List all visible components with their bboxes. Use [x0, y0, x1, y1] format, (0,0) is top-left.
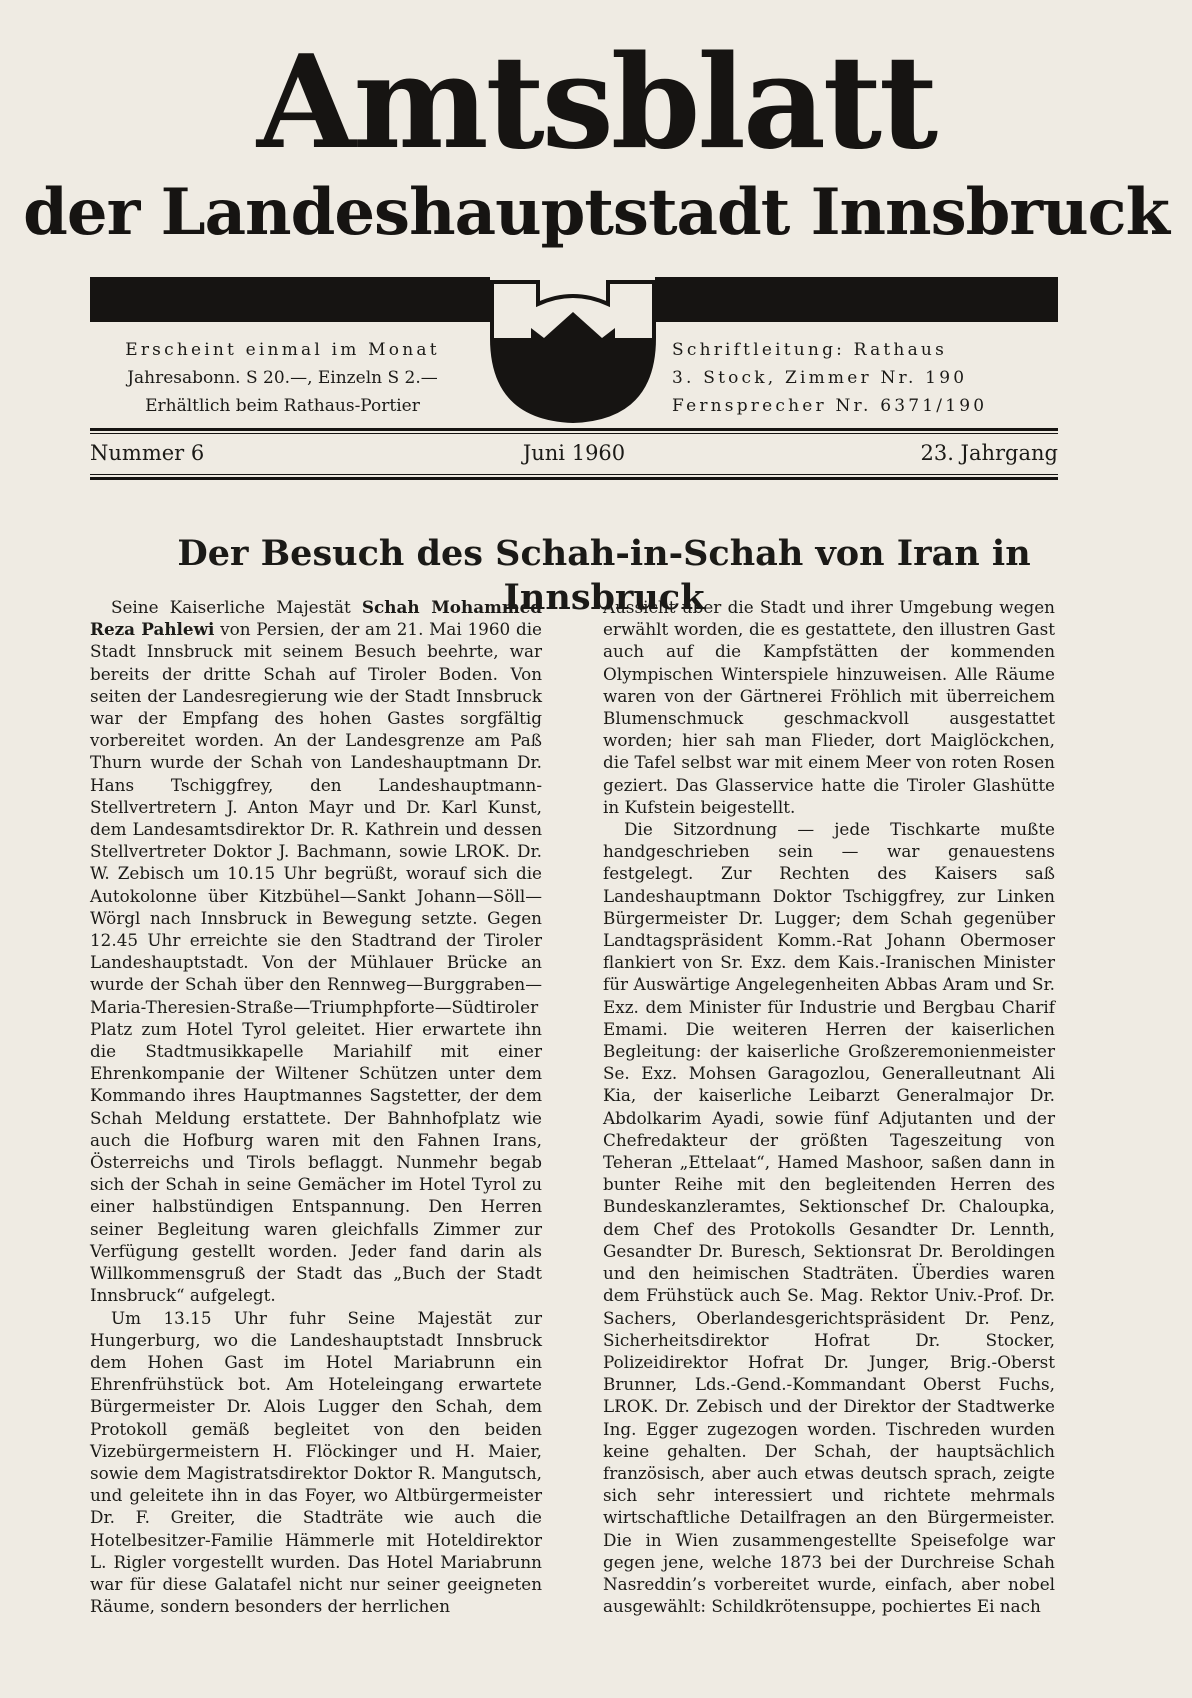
article-column-left	[90, 596, 542, 1617]
divider-bottom-thin	[90, 474, 1058, 475]
publication-frequency: Erscheint einmal im Monat	[125, 340, 440, 360]
paragraph: Aussicht über die Stadt und ihrer Umgebung wegen erwählt worden, die es gestattete, den illustren Gast auch auf die Kampfstätten der kommenden Olympischen Winterspiele hinzuweisen. Alle Räume waren von der Gärtnerei Fröhlich mit überreichem Blumenschmuck geschmackvoll ausgestattet worden; hier sah man Flieder, dort Maiglöckchen, die Tafel selbst war mit einem Meer von roten Rosen geziert. Das Glasservice hatte die Tiroler Glashütte in Kufstein beigestellt.	[603, 597, 1055, 817]
paragraph-body: von Persien, der am 21. Mai 1960 die Stadt Innsbruck mit seinem Besuch beehrte, war bereits der dritte Schah auf Tiroler Boden. Von seiten der Landesregierung wie der Stadt Innsbruck war der Empfang des hohen Gastes sorgfältig vorbereitet worden. An der Landesgrenze am Paß Thurn wurde der Schah von Landeshauptmann Dr. Hans Tschiggfrey, den Landeshauptmann-Stellvertretern J. Anton Mayr und Dr. Karl Kunst, dem Landesamtsdirektor Dr. R. Kathrein und dessen Stellvertreter Doktor J. Bachmann, sowie LROK. Dr. W. Zebisch um 10.15 Uhr begrüßt, worauf sich die Autokolonne über Kitzbühel—Sankt Johann—Söll—Wörgl nach Innsbruck in Bewegung setzte. Gegen 12.45 Uhr erreichte sie den Stadtrand der Tiroler Landeshauptstadt. Von der Mühlauer Brücke an wurde der Schah über den Rennweg—Burggraben—Maria-Theresien-Straße—Triumphpforte—Südtiroler Platz zum Hotel Tyrol geleitet. Hier erwartete ihn die Stadtmusikkapelle Mariahilf mit einer Ehrenkompanie der Wiltener Schützen unter dem Kommando ihres Hauptmannes Sagstetter, der dem Schah Meldung erstattete. Der Bahnhofplatz wie auch die Hofburg waren mit den Fahnen Irans, Österreichs und Tirols beflaggt. Nunmehr begab sich der Schah in seine Gemächer im Hotel Tyrol zu einer halbstündigen Entspannung. Den Herren seiner Begleitung waren gleichfalls Zimmer zur Verfügung gestellt worden. Jeder fand darin als Willkommensgruß der Stadt das „Buch der Stadt Innsbruck“ aufgelegt.	[90, 619, 542, 1306]
divider-top	[90, 428, 1058, 431]
paragraph	[90, 596, 542, 1307]
issue-date: Juni 1960	[522, 441, 626, 465]
article-headline: Der Besuch des Schah-in-Schah von Iran in Innsbruck	[177, 533, 1031, 618]
coat-of-arms-icon	[490, 278, 656, 423]
paragraph: Um 13.15 Uhr fuhr Seine Majestät zur Hungerburg, wo die Landeshauptstadt Innsbruck dem Hohen Gast im Hotel Mariabrunn ein Ehrenfrühstück bot. Am Hoteleingang erwartete Bürgermeister Dr. Alois Lugger den Schah, dem Protokoll gemäß begleitet von den beiden Vizebürgermeistern H. Flöckinger und H. Maier, sowie dem Magistratsdirektor Doktor R. Mangutsch, und geleitete ihn in das Foyer, wo Altbürgermeister Dr. F. Greiter, die Stadträte wie auch die Hotelbesitzer-Familie Hämmerle mit Hoteldirektor L. Rigler vorgestellt wurden. Das Hotel Mariabrunn war für diese Galatafel nicht nur seiner geeigneten Räume, sondern besonders der herrlichen	[90, 1307, 542, 1617]
header-left-block	[90, 336, 475, 420]
masthead-band-right	[655, 277, 1058, 322]
divider-bottom	[90, 477, 1058, 480]
availability-note: Erhältlich beim Rathaus-Portier	[145, 396, 420, 416]
masthead-title: Amtsblatt	[256, 28, 936, 178]
paragraph: Die Sitzordnung — jede Tischkarte mußte handgeschrieben sein — war genauestens festgelegt. Zur Rechten des Kaisers saß Landeshauptmann Doktor Tschiggfrey, zur Linken Bürgermeister Dr. Lugger; dem Schah gegenüber Landtagspräsident Komm.-Rat Johann Obermoser flankiert von Sr. Exz. dem Kais.-Iranischen Minister für Auswärtige Angelegenheiten Abbas Aram und Sr. Exz. dem Minister für Industrie und Bergbau Charif Emami. Die weiteren Herren der kaiserlichen Begleitung: der kaiserliche Großzeremonienmeister Se. Exz. Mohsen Garagozlou, Generalleutnant Ali Kia, der kaiserliche Leibarzt Generalmajor Dr. Abdolkarim Ayadi, sowie fünf Adjutanten und der Chefredakteur der größten Tageszeitung von Teheran „Ettelaat“, Hamed Mashoor, saßen dann in bunter Reihe mit den begleitenden Herren des Bundeskanzleramtes, Sektionschef Dr. Chaloupka, dem Chef des Protokolls Gesandter Dr. Lennth, Gesandter Dr. Buresch, Sektionsrat Dr. Beroldingen und den heimischen Stadträten. Überdies waren dem Frühstück auch Se. Mag. Rektor Univ.-Prof. Dr. Sachers, Oberlandesgerichtspräsident Dr. Penz, Sicherheitsdirektor Hofrat Dr. Stocker, Polizeidirektor Hofrat Dr. Junger, Brig.-Oberst Brunner, Lds.-Gend.-Kommandant Oberst Fuchs, LROK. Dr. Zebisch und der Direktor der Stadtwerke Ing. Egger zugezogen worden. Tischreden wurden keine gehalten. Der Schah, der hauptsächlich französisch, aber auch etwas deutsch sprach, zeigte sich sehr interessiert und richtete mehrmals wirtschaftliche Detailfragen an den Bürgermeister. Die in Wien zusammengestellte Speisefolge war gegen jene, welche 1873 bei der Durchreise Schah Nasreddin’s vorbereitet wurde, einfach, aber nobel ausgewählt: Schildkrötensuppe, pochiertes Ei nach	[603, 819, 1055, 1617]
office-room: 3. Stock, Zimmer Nr. 190	[672, 368, 968, 388]
issue-number: Nummer 6	[90, 441, 205, 465]
issue-volume: 23. Jahrgang	[920, 441, 1058, 465]
masthead-band-left	[90, 277, 490, 322]
telephone-number: Fernsprecher Nr. 6371/190	[672, 396, 988, 416]
header-right-block	[672, 336, 1057, 420]
article-column-right	[603, 596, 1055, 1617]
masthead-subtitle: der Landeshauptstadt Innsbruck	[23, 175, 1169, 250]
shah-name: Schah Mohammed Reza Pahlewi	[90, 597, 542, 640]
divider-top-thin	[90, 433, 1058, 434]
subscription-price: Jahresabonn. S 20.—, Einzeln S 2.—	[127, 368, 438, 388]
editorial-office: Schriftleitung: Rathaus	[672, 340, 947, 360]
paragraph-lead: Seine Kaiserliche Majestät	[111, 597, 362, 617]
